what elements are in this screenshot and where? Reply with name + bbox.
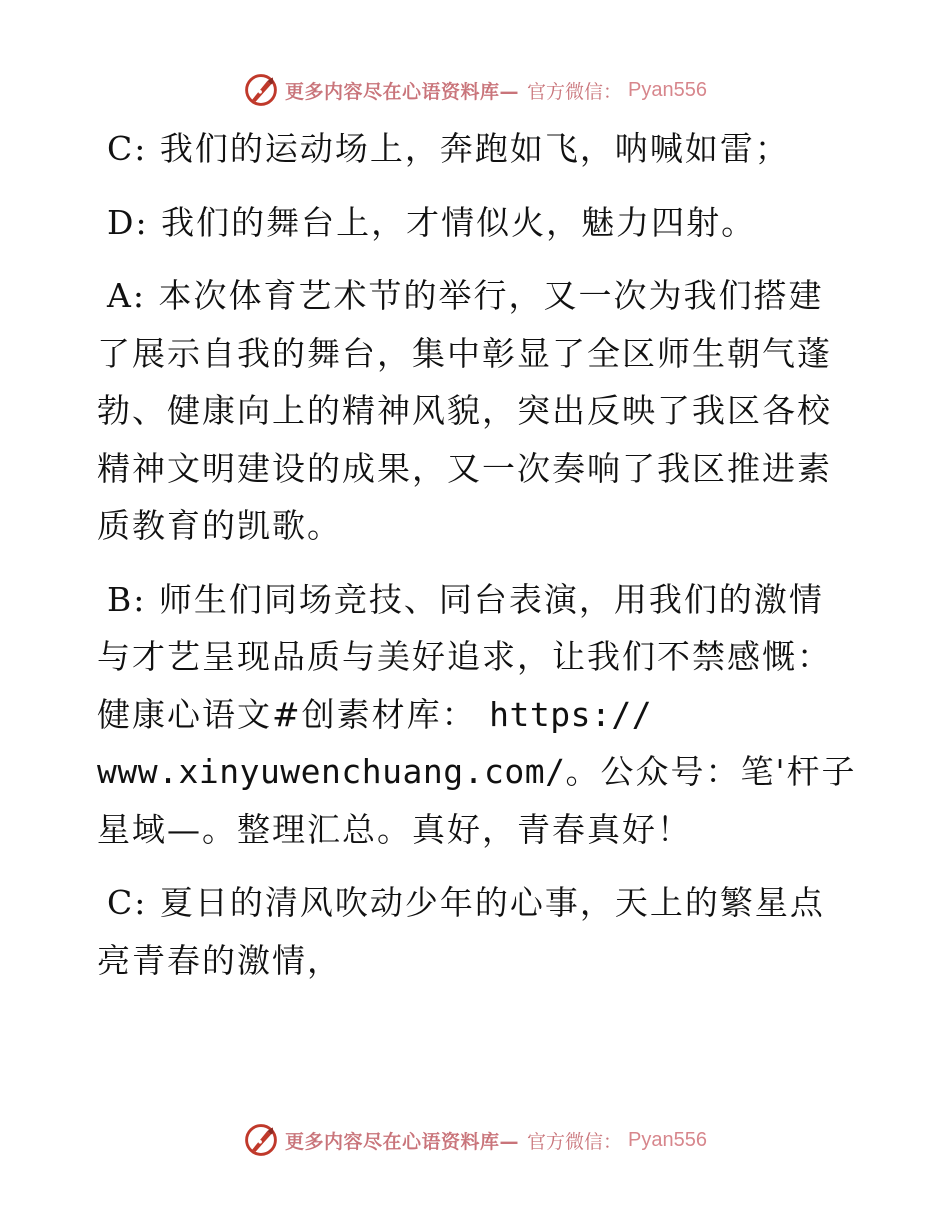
- footer-banner: [0, 1118, 950, 1162]
- paragraph-text: 夏日的清风吹动少年的心事，天上的繁星点亮青春的激情，: [97, 883, 825, 980]
- url-text: https://: [489, 694, 653, 734]
- banner-wechat-label: 官方微信：: [527, 80, 623, 103]
- paragraph-c-1: [97, 120, 857, 178]
- paragraph-text: 我们的运动场上，奔跑如飞，呐喊如雷；: [159, 129, 790, 168]
- paragraph-d-1: [97, 194, 857, 252]
- paragraph-a-1: [97, 267, 857, 555]
- paragraph-b-1: [97, 571, 857, 859]
- paragraph-text: 本次体育艺术节的举行，又一次为我们搭建了展示自我的舞台，集中彰显了全区师生朝气蓬勃、健康向上的精神风貌，突出反映了我区各校精神文明建设的成果，又一次奏响了我区推进素质教育的凯歌。: [97, 276, 832, 545]
- banner-main-text: 更多内容尽在心语资料库—: [285, 1130, 520, 1153]
- banner-wechat-id: Pyan556: [628, 1128, 707, 1151]
- speaker-label: B:: [107, 579, 147, 619]
- paragraph-text-continued: 。公众号：笔'杆子星域—。整理汇总。真好，青春真好！: [97, 752, 857, 849]
- speaker-label: C:: [107, 129, 148, 168]
- paragraph-c-2: [97, 874, 857, 989]
- speaker-label: A:: [107, 276, 146, 315]
- speaker-label: D:: [107, 202, 149, 242]
- header-banner: [0, 68, 950, 112]
- paragraph-text: 师生们同场竞技、同台表演，用我们的激情与才艺呈现品质与美好追求，让我们不禁感慨：健康心语文#创素材库：: [97, 579, 832, 734]
- banner-wechat-id: Pyan556: [628, 78, 707, 101]
- document-body: [97, 120, 857, 1005]
- speaker-label: C:: [107, 883, 148, 922]
- paragraph-text: 我们的舞台上，才情似火，魅力四射。: [161, 202, 757, 242]
- url-text-continued: www.xinyuwenchuang.com/: [97, 752, 566, 791]
- pen-nib-logo-icon: [243, 72, 279, 108]
- banner-main-text: 更多内容尽在心语资料库—: [285, 80, 520, 103]
- pen-nib-logo-icon: [243, 1122, 279, 1158]
- banner-wechat-label: 官方微信：: [527, 1130, 623, 1153]
